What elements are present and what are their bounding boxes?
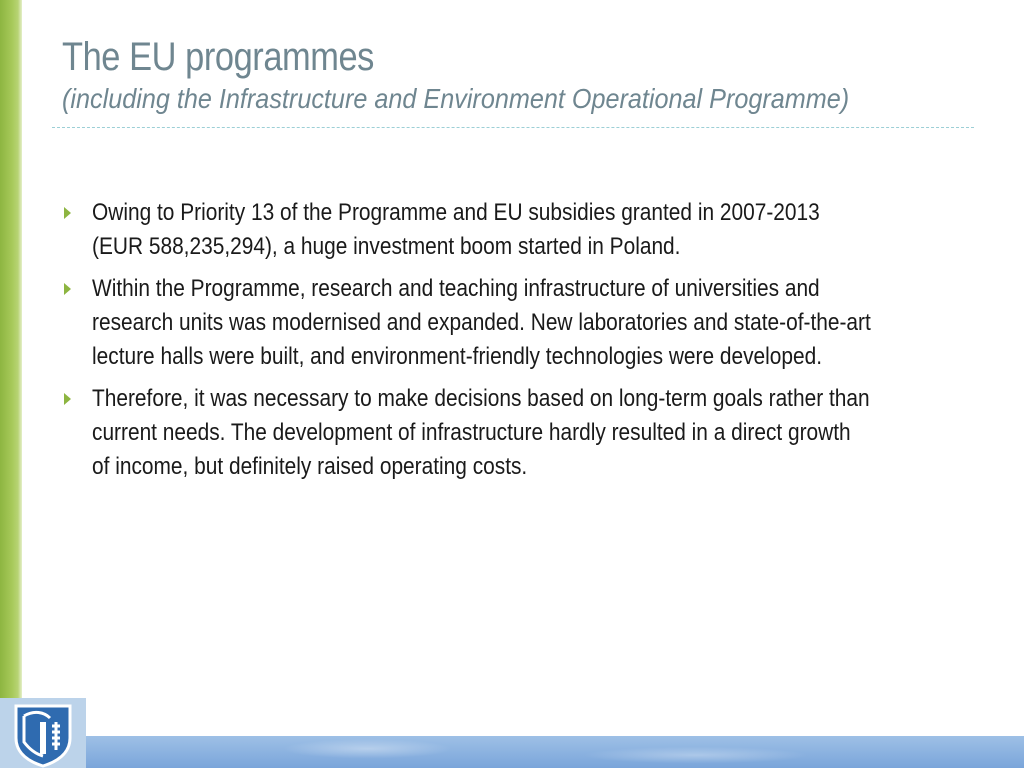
- bullet-line: current needs. The development of infrastructure hardly resulted in a direct growth: [92, 419, 851, 446]
- bullet-line: of income, but definitely raised operating costs.: [92, 453, 528, 480]
- slide-subtitle: (including the Infrastructure and Environment Operational Programme): [62, 83, 850, 114]
- bullet-line: Owing to Priority 13 of the Programme and EU subsidies granted in 2007-2013: [92, 199, 820, 226]
- left-accent-bar: [0, 0, 22, 700]
- bullet-text: [92, 196, 971, 264]
- bullet-line: lecture halls were built, and environment-friendly technologies were developed.: [92, 343, 823, 370]
- bullet-line: research units was modernised and expanded. New laboratories and state-of-the-art: [92, 309, 871, 336]
- bullet-item: [62, 272, 974, 374]
- triangle-right-icon: [64, 283, 71, 295]
- bullet-line: (EUR 588,235,294), a huge investment boom started in Poland.: [92, 233, 681, 260]
- bullet-line: Within the Programme, research and teaching infrastructure of universities and: [92, 275, 820, 302]
- slide-title: The EU programmes: [62, 35, 374, 79]
- bullet-text: [92, 272, 971, 374]
- bottom-decorative-band: [86, 736, 1024, 768]
- title-divider: [52, 127, 974, 128]
- bullet-line: Therefore, it was necessary to make decisions based on long-term goals rather than: [92, 385, 870, 412]
- university-crest-logo: [0, 698, 86, 768]
- triangle-right-icon: [64, 207, 71, 219]
- crest-icon: [0, 698, 86, 768]
- triangle-right-icon: [64, 393, 71, 405]
- slide-title-block: [62, 34, 962, 116]
- bullet-text: [92, 382, 971, 484]
- bullet-list: [62, 196, 974, 492]
- bullet-item: [62, 382, 974, 484]
- bullet-item: [62, 196, 974, 264]
